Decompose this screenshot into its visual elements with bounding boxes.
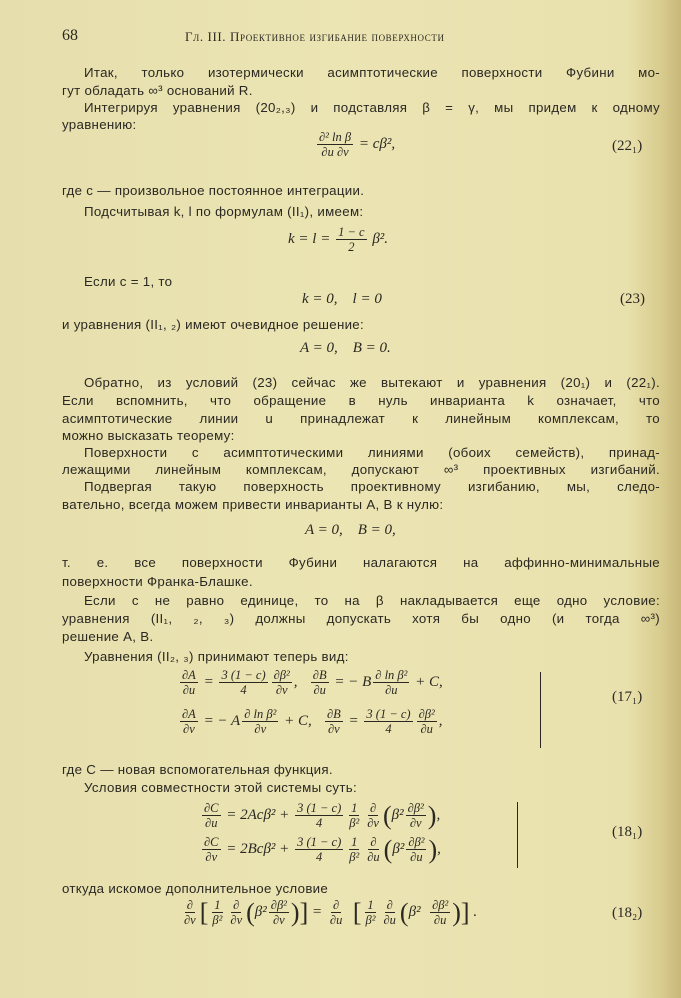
numerator: 1 <box>351 835 358 849</box>
denominator: ∂u <box>410 850 423 864</box>
equation-18-1-row2 <box>200 835 441 864</box>
bracket: ] <box>299 897 309 927</box>
bracket: ( <box>383 834 393 864</box>
numerator: ∂β² <box>408 835 425 849</box>
equation-label: (18₂) <box>612 905 643 921</box>
bracket: ) <box>452 897 461 927</box>
denominator: ∂v <box>328 722 340 736</box>
text-line: Подвергая такую поверхность проективному изгибанию, мы, следо- <box>84 479 660 494</box>
numerator: 1 <box>367 898 374 912</box>
bracket: ) <box>290 897 300 927</box>
fraction <box>295 801 343 830</box>
math-text: β² <box>254 904 267 920</box>
fraction <box>202 801 221 830</box>
running-title: Гл. III. Проективное изгибание поверхности <box>185 29 445 44</box>
numerator: ∂A <box>182 668 196 682</box>
equation-a-b-zero <box>300 340 391 357</box>
denominator: ∂v <box>205 850 218 864</box>
text-line: откуда искомое дополнительное условие <box>62 881 329 896</box>
text-line: Итак, только изотермически асимптотические поверхности Фубини мо- <box>84 65 660 80</box>
numerator: ∂C <box>204 835 219 849</box>
system-brace <box>540 672 541 748</box>
denominator: ∂v <box>275 683 288 697</box>
fraction <box>311 668 329 697</box>
equation-17-1-row1 <box>178 668 443 697</box>
numerator: ∂β² <box>432 898 449 912</box>
text-line: Если c = 1, то <box>84 274 173 289</box>
fraction <box>269 898 289 927</box>
denominator: ∂u <box>313 683 326 697</box>
fraction <box>430 898 450 927</box>
bracket: [ <box>346 897 362 927</box>
math-text: = − A <box>199 713 241 729</box>
denominator: ∂u <box>182 683 196 697</box>
fraction <box>364 707 412 736</box>
math-text: β² <box>392 841 405 857</box>
denominator: 4 <box>385 722 392 736</box>
denominator: ∂u <box>385 683 398 697</box>
numerator: ∂ <box>186 898 193 912</box>
math-text: k = l = <box>288 231 335 247</box>
equation-18-1-row1 <box>200 801 440 830</box>
text-line: решение A, B. <box>62 629 154 644</box>
numerator: ∂ <box>386 898 393 912</box>
text-line: Поверхности с асимптотическими линиями (обоих семейств), принад- <box>84 445 660 460</box>
denominator: 4 <box>316 816 323 830</box>
fraction <box>180 668 198 697</box>
equation-23 <box>302 291 382 308</box>
math-text: , <box>437 841 441 857</box>
numerator: ∂β² <box>273 668 290 682</box>
fraction <box>365 801 381 830</box>
denominator: 4 <box>316 850 323 864</box>
denominator: ∂v <box>367 816 379 830</box>
denominator: ∂v <box>272 913 285 927</box>
denominator: β² <box>365 913 376 927</box>
denominator: ∂v <box>230 913 243 927</box>
numerator: ∂B <box>326 707 341 721</box>
fraction <box>228 898 244 927</box>
numerator: 1 <box>214 898 221 912</box>
denominator: 4 <box>240 683 247 697</box>
math-text: = <box>344 713 363 729</box>
equation-label: (22₁) <box>612 138 643 154</box>
numerator: ∂ <box>233 898 240 912</box>
fraction <box>180 707 198 736</box>
math-text: k = 0, l = 0 <box>302 291 382 307</box>
math-text: = <box>199 674 218 690</box>
bracket: ] <box>460 897 470 927</box>
numerator: 1 − c <box>338 225 365 239</box>
numerator: 3 (1 − c) <box>297 835 342 849</box>
math-text: + C, <box>411 674 443 690</box>
equation-17-1-row2 <box>178 707 443 736</box>
equation-a-b-zero <box>305 522 396 539</box>
math-text: β² <box>408 904 429 920</box>
denominator: ∂u <box>383 913 396 927</box>
denominator: ∂u <box>420 722 433 736</box>
text-line: Уравнения (II₂, ₃) принимают теперь вид: <box>84 649 349 664</box>
math-text: β² <box>391 807 404 823</box>
numerator: ∂ <box>370 801 377 815</box>
fraction <box>325 707 343 736</box>
denominator: ∂v <box>183 722 195 736</box>
text-line: поверхности Франка-Блашке. <box>62 574 253 589</box>
math-text: A = 0, B = 0, <box>305 522 396 538</box>
numerator: 3 (1 − c) <box>366 707 411 721</box>
bracket: ( <box>399 897 409 927</box>
fraction <box>406 801 426 830</box>
numerator: ∂² ln β <box>319 130 352 144</box>
fraction <box>336 225 366 254</box>
denominator: ∂u <box>367 850 380 864</box>
numerator: ∂C <box>204 801 219 815</box>
math-text: β². <box>368 231 389 247</box>
numerator: ∂ <box>370 835 377 849</box>
math-text: = − B <box>330 674 372 690</box>
bracket: ( <box>382 800 392 830</box>
text-line: и уравнения (II₁, ₂) имеют очевидное решение: <box>62 317 364 332</box>
equation-22-1 <box>315 130 395 159</box>
numerator: 3 (1 − c) <box>221 668 266 682</box>
text-line: Подсчитывая k, l по формулам (II₁), имеем: <box>84 204 364 219</box>
bracket: ) <box>428 834 438 864</box>
denominator: ∂u <box>205 816 218 830</box>
math-text: , <box>293 674 309 690</box>
numerator: ∂B <box>312 668 327 682</box>
denominator: β² <box>349 816 360 830</box>
denominator: β² <box>212 913 223 927</box>
fraction <box>347 835 361 864</box>
math-text: , <box>436 807 441 823</box>
math-text: . <box>469 904 478 920</box>
math-text: = 2Bcβ² + <box>222 841 294 857</box>
numerator: ∂ ln β² <box>244 707 277 721</box>
text-line: вательно, всегда можем привести инварианты A, B к нулю: <box>62 497 444 512</box>
fraction <box>202 835 221 864</box>
text-line: Интегрируя уравнения (20₂,₃) и подставляя β = γ, мы придем к одному <box>84 100 660 115</box>
equation-18-2 <box>180 898 477 927</box>
fraction <box>242 707 278 736</box>
numerator: 3 (1 − c) <box>297 801 342 815</box>
equation-label: (18₁) <box>612 824 643 840</box>
math-text: A = 0, B = 0. <box>300 340 391 356</box>
numerator: ∂β² <box>418 707 435 721</box>
denominator: ∂v <box>254 722 267 736</box>
fraction <box>295 835 343 864</box>
fraction <box>272 668 292 697</box>
fraction <box>328 898 344 927</box>
denominator: ∂v <box>184 913 196 927</box>
fraction <box>365 835 381 864</box>
fraction <box>317 130 353 159</box>
text-line: Если c не равно единице, то на β накладывается еще одно условие: <box>84 593 660 608</box>
numerator: ∂A <box>182 707 196 721</box>
bracket: ( <box>246 897 255 927</box>
fraction <box>381 898 397 927</box>
text-line: асимптотические линии u принадлежат к линейным комплексам, то <box>62 411 660 426</box>
bracket: ) <box>427 800 437 830</box>
numerator: ∂β² <box>407 801 424 815</box>
bracket: [ <box>199 897 209 927</box>
denominator: ∂v <box>409 816 422 830</box>
fraction <box>182 898 198 927</box>
math-text: = 2Acβ² + <box>222 807 294 823</box>
denominator: ∂u <box>329 913 343 927</box>
numerator: ∂β² <box>270 898 287 912</box>
text-line: где c — произвольное постоянное интеграции. <box>62 183 365 198</box>
equation-k-l <box>288 225 388 254</box>
math-text: , <box>438 713 443 729</box>
math-text: = <box>308 904 326 920</box>
fraction <box>373 668 409 697</box>
fraction <box>406 835 426 864</box>
denominator: ∂u <box>433 913 447 927</box>
text-line: т. е. все поверхности Фубини налагаются на аффинно-минимальные <box>62 555 660 570</box>
text-line: лежащими линейным комплексам, допускают ∞³ проективных изгибаний. <box>62 462 660 477</box>
fraction <box>364 898 378 927</box>
fraction <box>219 668 267 697</box>
fraction <box>417 707 437 736</box>
system-brace <box>517 802 518 868</box>
text-line: уравнения (II₁, ₂, ₃) должны допускать хотя бы одно (и тогда ∞³) <box>62 611 660 626</box>
math-text: = cβ², <box>355 136 396 152</box>
text-line: гут обладать ∞³ оснований R. <box>62 83 253 98</box>
text-line: Обратно, из условий (23) сейчас же вытекают и уравнения (20₁) и (22₁). <box>84 375 660 390</box>
text-line: Условия совместности этой системы суть: <box>84 780 357 795</box>
fraction <box>210 898 224 927</box>
text-line: можно высказать теорему: <box>62 428 235 443</box>
math-text: + C, <box>280 713 323 729</box>
text-line: уравнению: <box>62 117 137 132</box>
denominator: ∂u ∂v <box>321 145 349 159</box>
numerator: 1 <box>351 801 358 815</box>
text-line: где C — новая вспомогательная функция. <box>62 762 333 777</box>
page-number: 68 <box>62 27 78 44</box>
equation-label: (17₁) <box>612 689 643 705</box>
fraction <box>347 801 361 830</box>
text-line: Если вспомнить, что обращение в нуль инварианта k означает, что <box>62 393 660 408</box>
numerator: ∂ <box>333 898 340 912</box>
denominator: 2 <box>348 240 355 254</box>
equation-label: (23) <box>620 291 645 307</box>
denominator: β² <box>349 850 360 864</box>
numerator: ∂ ln β² <box>375 668 408 682</box>
